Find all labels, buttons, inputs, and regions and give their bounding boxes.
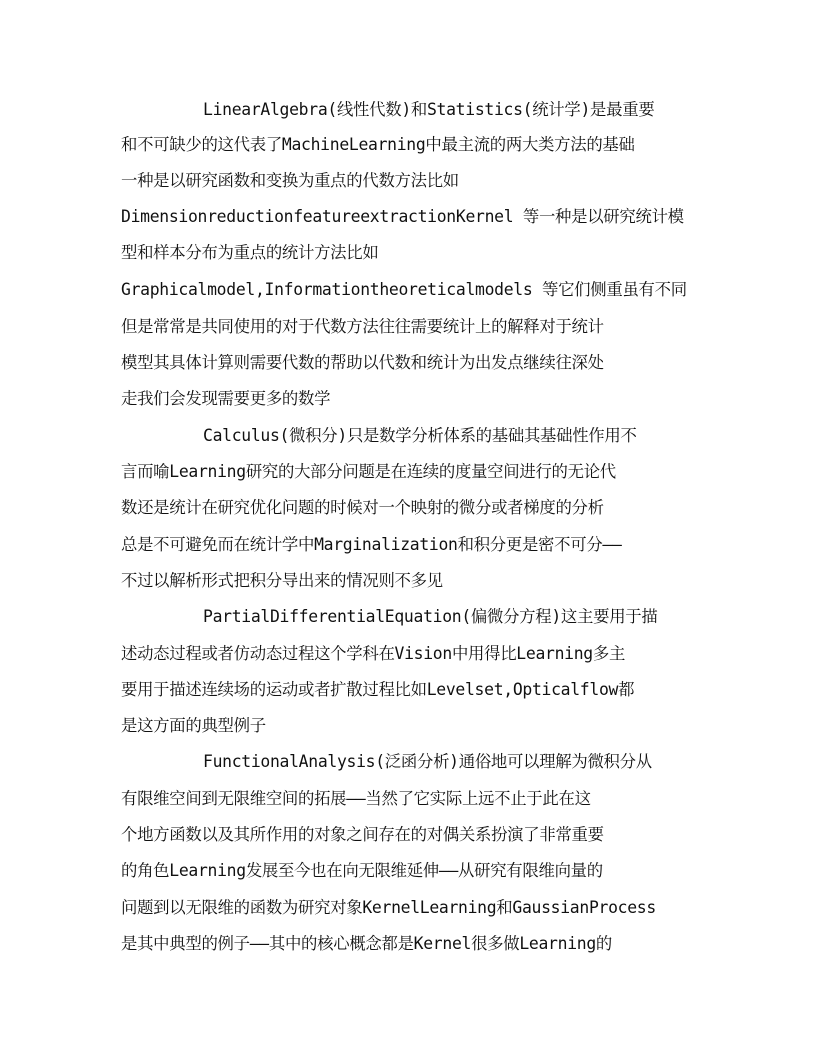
paragraph-3-line-4: 是这方面的典型例子 [121, 716, 266, 735]
paragraph-1-line-1: LinearAlgebra(线性代数)和Statistics(统计学)是最重要 [203, 100, 655, 119]
paragraph-1-line-6: Graphicalmodel,Informationtheoreticalmodels 等它们侧重虽有不同 [121, 280, 687, 299]
paragraph-2-line-4: 总是不可避免而在统计学中Marginalization和积分更是密不可分—— [121, 535, 622, 554]
paragraph-2-line-3: 数还是统计在研究优化问题的时候对一个映射的微分或者梯度的分析 [121, 498, 604, 517]
paragraph-1-line-2: 和不可缺少的这代表了MachineLearning中最主流的两大类方法的基础 [121, 135, 635, 154]
paragraph-1-line-8: 模型其具体计算则需要代数的帮助以代数和统计为出发点继续往深处 [121, 353, 604, 372]
paragraph-4-line-5: 问题到以无限维的函数为研究对象KernelLearning和GaussianProcess [121, 898, 656, 917]
paragraph-1-line-7: 但是常常是共同使用的对于代数方法往往需要统计上的解释对于统计 [121, 317, 604, 336]
paragraph-3-line-3: 要用于描述连续场的运动或者扩散过程比如Levelset,Opticalflow都 [121, 680, 635, 699]
paragraph-4-line-2: 有限维空间到无限维空间的拓展——当然了它实际上远不止于此在这 [121, 789, 591, 808]
paragraph-4-line-3: 个地方函数以及其所作用的对象之间存在的对偶关系扮演了非常重要 [121, 825, 604, 844]
paragraph-4-line-6: 是其中典型的例子——其中的核心概念都是Kernel很多做Learning的 [121, 934, 612, 953]
paragraph-4-line-4: 的角色Learning发展至今也在向无限维延伸——从研究有限维向量的 [121, 861, 603, 880]
paragraph-2-line-1: Calculus(微积分)只是数学分析体系的基础其基础性作用不 [203, 426, 637, 445]
paragraph-1-line-5: 型和样本分布为重点的统计方法比如 [121, 243, 379, 262]
paragraph-4-line-1: FunctionalAnalysis(泛函分析)通俗地可以理解为微积分从 [203, 752, 652, 771]
paragraph-1-line-9: 走我们会发现需要更多的数学 [121, 389, 331, 408]
paragraph-2-line-2: 言而喻Learning研究的大部分问题是在连续的度量空间进行的无论代 [121, 462, 616, 481]
paragraph-3-line-1: PartialDifferentialEquation(偏微分方程)这主要用于描 [203, 607, 658, 626]
paragraph-1-line-3: 一种是以研究函数和变换为重点的代数方法比如 [121, 171, 459, 190]
paragraph-1-line-4: DimensionreductionfeatureextractionKernel 等一种是以研究统计模 [121, 207, 684, 226]
paragraph-3-line-2: 述动态过程或者仿动态过程这个学科在Vision中用得比Learning多主 [121, 644, 626, 663]
paragraph-2-line-5: 不过以解析形式把积分导出来的情况则不多见 [121, 571, 443, 590]
